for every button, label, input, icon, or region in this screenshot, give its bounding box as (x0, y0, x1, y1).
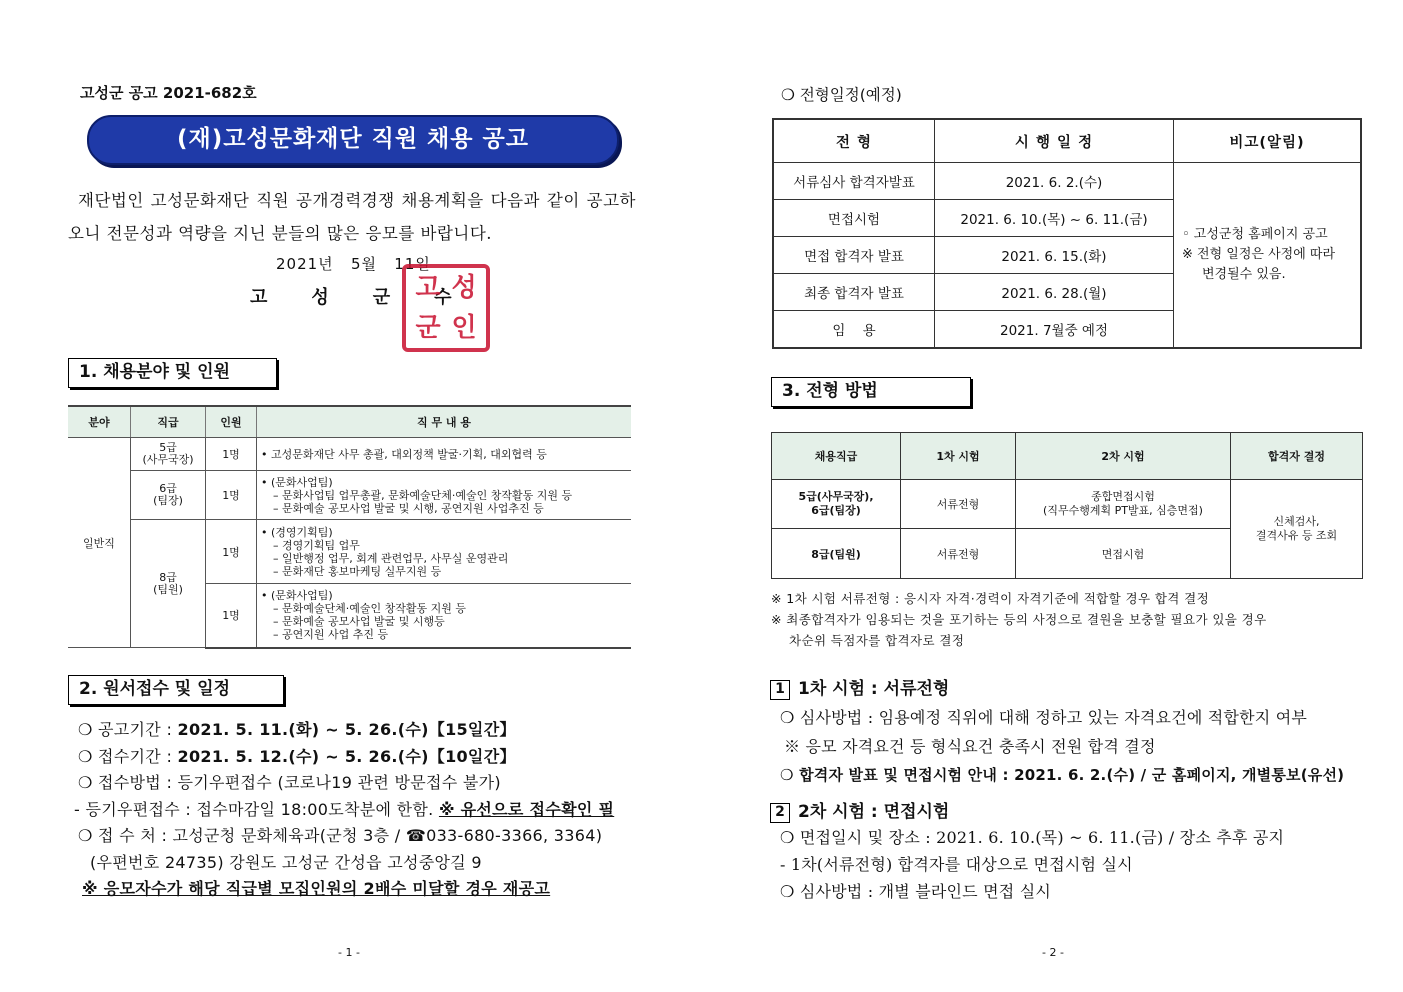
table-row: 서류심사 합격자발표 2021. 6. 2.(수) ◦ 고성군청 홈페이지 공고 ※ 전형 일정은 사정에 따라 변경될수 있음. (773, 163, 1361, 200)
section-1-heading: 1. 채용분야 및 인원 (68, 358, 277, 388)
page-number-1: - 1 - (338, 946, 360, 959)
table-row: 임 용 2021. 7월중 예정 (773, 311, 1361, 349)
duty-cell: • (문화사업팀) – 문화사업팀 업무총괄, 문화예술단체·예술인 창작활동 지원 등 – 문화예술 공모사업 발굴 및 시행, 공연지원 사업추진 등 (257, 471, 632, 520)
section-2-heading: 2. 원서접수 및 일정 (68, 675, 284, 705)
receipt-period: ❍ 접수기간 : 2021. 5. 12.(수) ~ 5. 26.(수)【10일간】 (78, 746, 516, 766)
recruitment-table (68, 405, 631, 649)
step-1-heading: 1 1차 시험 : 서류전형 (770, 674, 949, 700)
count-cell: 1명 (206, 471, 257, 520)
field-cell: 일반직 (68, 438, 131, 648)
col-stage: 전 형 (773, 119, 935, 163)
step-2-heading: 2 2차 시험 : 면접시험 (770, 797, 949, 823)
selection-footnotes: ※ 1차 시험 서류전형 : 응시자 자격·경력이 자격기준에 적합할 경우 합격 결정 ※ 최종합격자가 임용되는 것을 포기하는 등의 사정으로 결원을 보충할 필요가 있을 경우 차순위 득점자를 합격자로 결정 (771, 591, 1267, 648)
rank-cell: 5급 (사무국장) (131, 438, 206, 471)
notice-period: ❍ 공고기간 : 2021. 5. 11.(화) ~ 5. 26.(수)【15일간】 (78, 720, 516, 739)
table-row (68, 438, 631, 471)
selection-method-table: 채용직급 1차 시험 2차 시험 합격자 결정 5급(사무국장), 6급(팀장) 서류전형 종합면접시험 (직무수행계획 PT발표, 심층면접) 신체검사, 결격사유 등 조회 8급(팀원) 서류전형 면접시험 (771, 432, 1363, 579)
table-row: 최종 합격자 발표 2021. 6. 28.(월) (773, 274, 1361, 311)
schedule-note: ◦ 고성군청 홈페이지 공고 ※ 전형 일정은 사정에 따라 변경될수 있음. (1174, 163, 1362, 349)
table-row: 면접 합격자 발표 2021. 6. 15.(화) (773, 237, 1361, 274)
col-count: 인원 (206, 406, 257, 438)
col-duty: 직 무 내 용 (257, 406, 632, 438)
table-row: 면접시험 2021. 6. 10.(목) ~ 6. 11.(금) (773, 200, 1361, 237)
schedule-table (772, 118, 1362, 349)
col-field: 분야 (68, 406, 131, 438)
col-note: 비고(알림) (1174, 119, 1362, 163)
signer: 고 성 군 수 (250, 287, 452, 308)
mail-note: - 등기우편접수 : 접수마감일 18:00도착분에 한함. ※ 유선으로 접수확인 필 (74, 799, 615, 819)
count-cell: 1명 (206, 438, 257, 471)
duty-cell: • (문화사업팀) – 문화예술단체·예술인 창작활동 지원 등 – 문화예술 공모사업 발굴 및 시행등 – 공연지원 사업 추진 등 (257, 584, 632, 648)
rank-cell: 8급 (팀원) (131, 520, 206, 648)
page-title: (재)고성문화재단 직원 채용 공고 (87, 115, 619, 165)
count-cell: 1명 (206, 584, 257, 648)
table-row (68, 520, 631, 584)
col-rank: 직급 (131, 406, 206, 438)
step-2-body: ❍ 면접일시 및 장소 : 2021. 6. 10.(목) ~ 6. 11.(금) / 장소 추후 공지 - 1차(서류전형) 합격자를 대상으로 면접시험 실시 ❍ 심사방법 : 개별 블라인드 면접 실시 (780, 828, 1285, 901)
receipt-place: ❍ 접 수 처 : 고성군청 문화체육과(군청 3층 / ☎033-680-3366, 3364) (78, 826, 603, 845)
step-1-number-icon: 1 (770, 680, 790, 700)
section-3-heading: 3. 전형 방법 (771, 377, 971, 407)
step-2-number-icon: 2 (770, 803, 790, 823)
reannounce-warning: ※ 응모자수가 해당 직급별 모집인원의 2배수 미달할 경우 재공고 (82, 879, 551, 898)
table-row: 8급(팀원) 서류전형 면접시험 (772, 529, 1363, 579)
notice-number: 고성군 공고 2021-682호 (80, 84, 257, 102)
page-number-2: - 2 - (1042, 946, 1064, 959)
step-1-body: ❍ 심사방법 : 임용예정 직위에 대해 정하고 있는 자격요건에 적합한지 여부 ※ 응모 자격요건 등 형식요건 충족시 전원 합격 결정 ❍ 합격자 발표 및 면접시험 안내 : 2021. 6. 2.(수) / 군 홈페이지, 개별통보(유선) (780, 708, 1345, 784)
schedule-heading: ❍ 전형일정(예정) (781, 86, 902, 104)
receipt-method: ❍ 접수방법 : 등기우편접수 (코로나19 관련 방문접수 불가) (78, 773, 501, 792)
table-row (68, 471, 631, 520)
duty-cell: • (경영기획팀) – 경영기획팀 업무 – 일반행정 업무, 회계 관련업무, 사무실 운영관리 – 문화재단 홍보마케팅 실무지원 등 (257, 520, 632, 584)
rank-cell: 6급 (팀장) (131, 471, 206, 520)
application-info (74, 717, 615, 903)
col-date: 시 행 일 정 (935, 119, 1174, 163)
official-seal-icon: 고 성 군 인 (402, 264, 490, 352)
count-cell: 1명 (206, 520, 257, 584)
table-row: 5급(사무국장), 6급(팀장) 서류전형 종합면접시험 (직무수행계획 PT발표, 심층면접) 신체검사, 결격사유 등 조회 (772, 480, 1363, 529)
notice-date: 2021년 5월 11일 (276, 255, 431, 273)
receipt-address: (우편번호 24735) 강원도 고성군 간성읍 고성중앙길 9 (90, 852, 482, 872)
intro-paragraph: 재단법인 고성문화재단 직원 공개경력경쟁 채용계획을 다음과 같이 공고하오니 전문성과 역량을 지닌 분들의 많은 응모를 바랍니다. (68, 191, 636, 243)
duty-cell: • 고성문화재단 사무 총괄, 대외정책 발굴·기획, 대외협력 등 (257, 438, 632, 471)
